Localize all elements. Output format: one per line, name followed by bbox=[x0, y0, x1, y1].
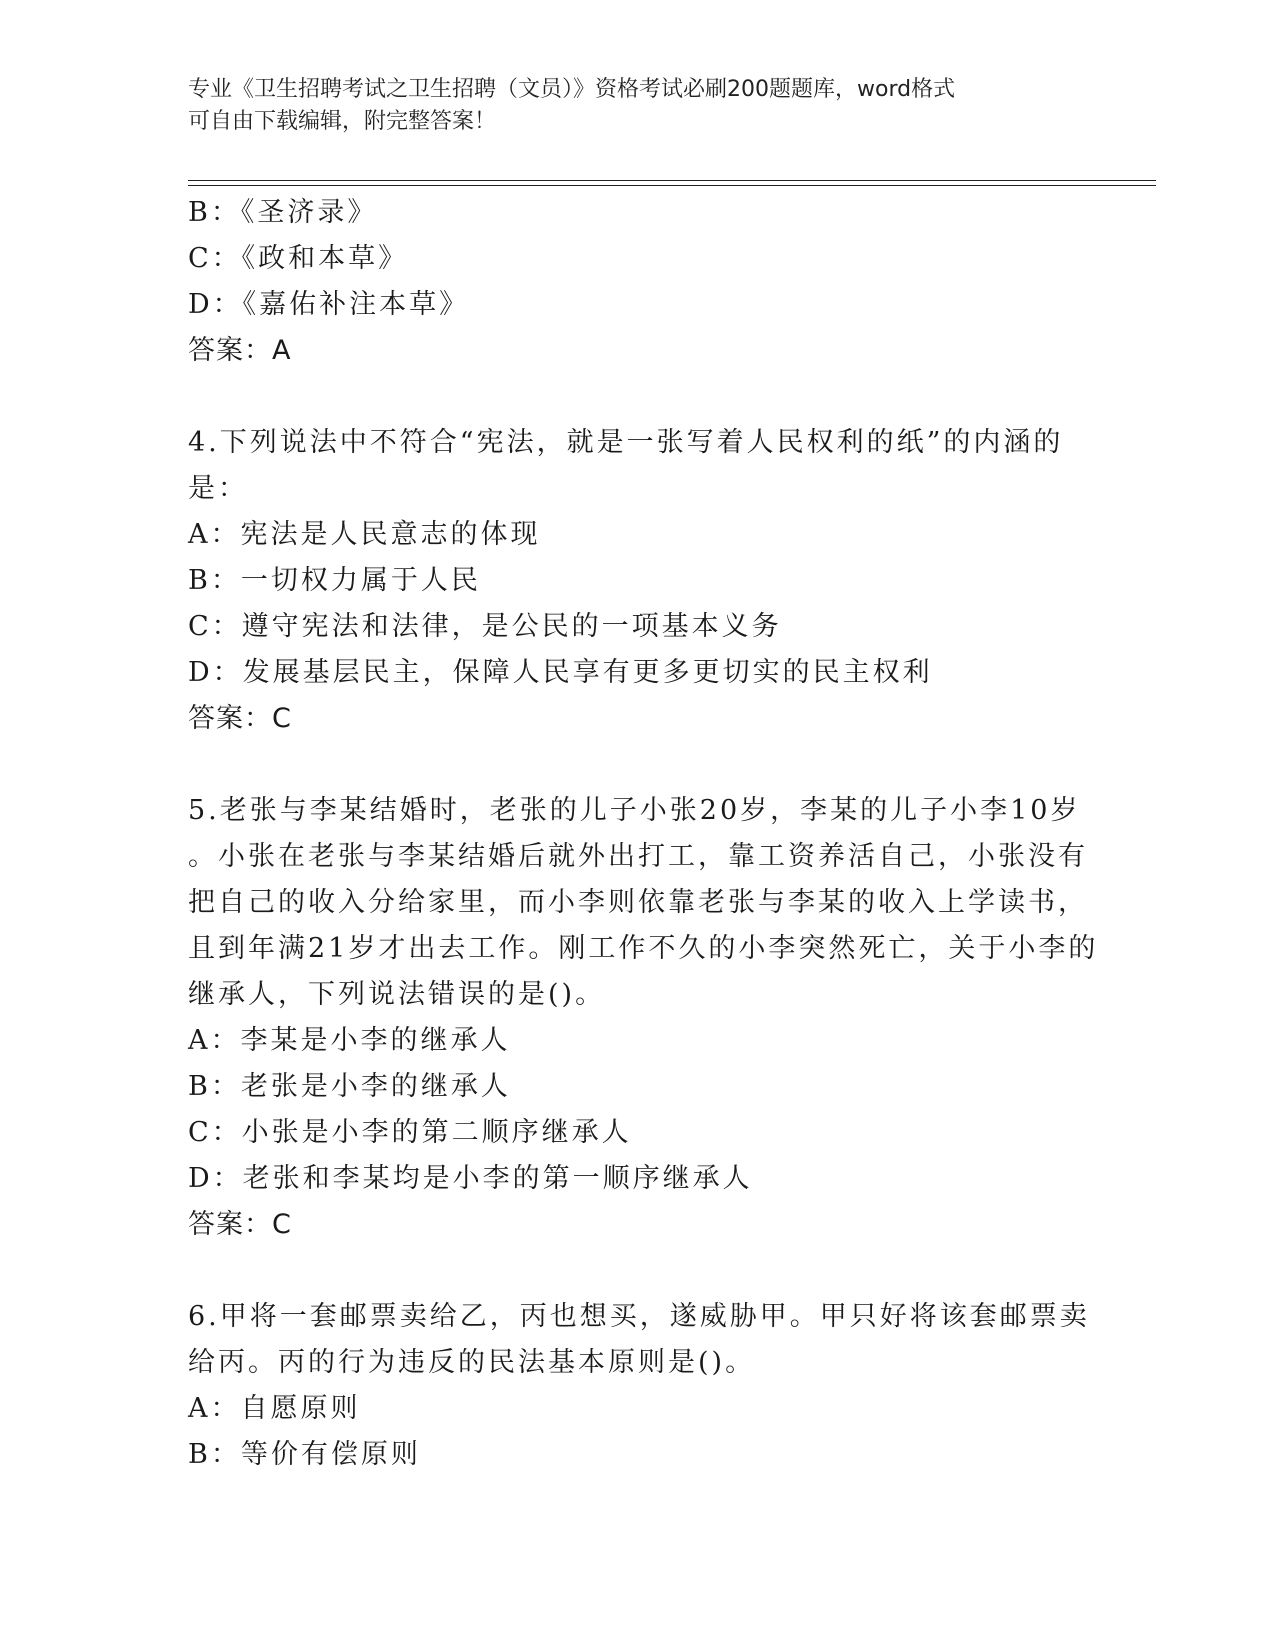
header-line-1: 专业《卫生招聘考试之卫生招聘（文员）》资格考试必刷200题题库，word格式 bbox=[188, 77, 956, 102]
option-a: A：李某是小李的继承人 bbox=[188, 1025, 511, 1056]
question-text-line: 5.老张与李某结婚时，老张的儿子小张20岁，李某的儿子小李10岁 bbox=[188, 795, 1081, 826]
option-c: C：遵守宪法和法律，是公民的一项基本义务 bbox=[188, 611, 782, 642]
option-d: D：《嘉佑补注本草》 bbox=[188, 289, 470, 320]
question-text-line: 。小张在老张与李某结婚后就外出打工，靠工资养活自己，小张没有 bbox=[188, 841, 1088, 872]
question-6 bbox=[188, 1294, 1088, 1478]
question-text-line: 且到年满21岁才出去工作。刚工作不久的小李突然死亡，关于小李的 bbox=[188, 933, 1099, 964]
option-c: C：《政和本草》 bbox=[188, 243, 409, 274]
header-line-2: 可自由下载编辑，附完整答案！ bbox=[188, 109, 497, 134]
option-b: B：《圣济录》 bbox=[188, 197, 378, 228]
document-body bbox=[188, 190, 1099, 1478]
spacer bbox=[188, 374, 1088, 420]
option-d: D：老张和李某均是小李的第一顺序继承人 bbox=[188, 1163, 753, 1194]
spacer bbox=[188, 742, 1088, 788]
question-text-line: 6.甲将一套邮票卖给乙，丙也想买，遂威胁甲。甲只好将该套邮票卖 bbox=[188, 1301, 1090, 1332]
question-text-line: 4.下列说法中不符合“宪法，就是一张写着人民权利的纸”的内涵的 bbox=[188, 427, 1064, 458]
answer-line: 答案：A bbox=[188, 335, 292, 366]
header-rule-top bbox=[188, 180, 1156, 181]
question-text-line: 给丙。丙的行为违反的民法基本原则是()。 bbox=[188, 1347, 756, 1378]
header-rule-bottom bbox=[188, 185, 1156, 186]
question-5 bbox=[188, 788, 1099, 1248]
option-b: B：一切权力属于人民 bbox=[188, 565, 481, 596]
option-c: C：小张是小李的第二顺序继承人 bbox=[188, 1117, 632, 1148]
spacer bbox=[188, 1248, 1088, 1294]
option-b: B：老张是小李的继承人 bbox=[188, 1071, 511, 1102]
option-b: B：等价有偿原则 bbox=[188, 1439, 421, 1470]
question-text-line: 继承人，下列说法错误的是()。 bbox=[188, 979, 606, 1010]
option-a: A：自愿原则 bbox=[188, 1393, 361, 1424]
question-text-line: 是： bbox=[188, 473, 248, 504]
option-d: D：发展基层民主，保障人民享有更多更切实的民主权利 bbox=[188, 657, 933, 688]
question-4 bbox=[188, 420, 1088, 742]
answer-line: 答案：C bbox=[188, 703, 292, 734]
answer-line: 答案：C bbox=[188, 1209, 292, 1240]
option-a: A：宪法是人民意志的体现 bbox=[188, 519, 541, 550]
question-text-line: 把自己的收入分给家里，而小李则依靠老张与李某的收入上学读书， bbox=[188, 887, 1088, 918]
document-header bbox=[188, 74, 1088, 138]
question-3-tail bbox=[188, 190, 1088, 374]
